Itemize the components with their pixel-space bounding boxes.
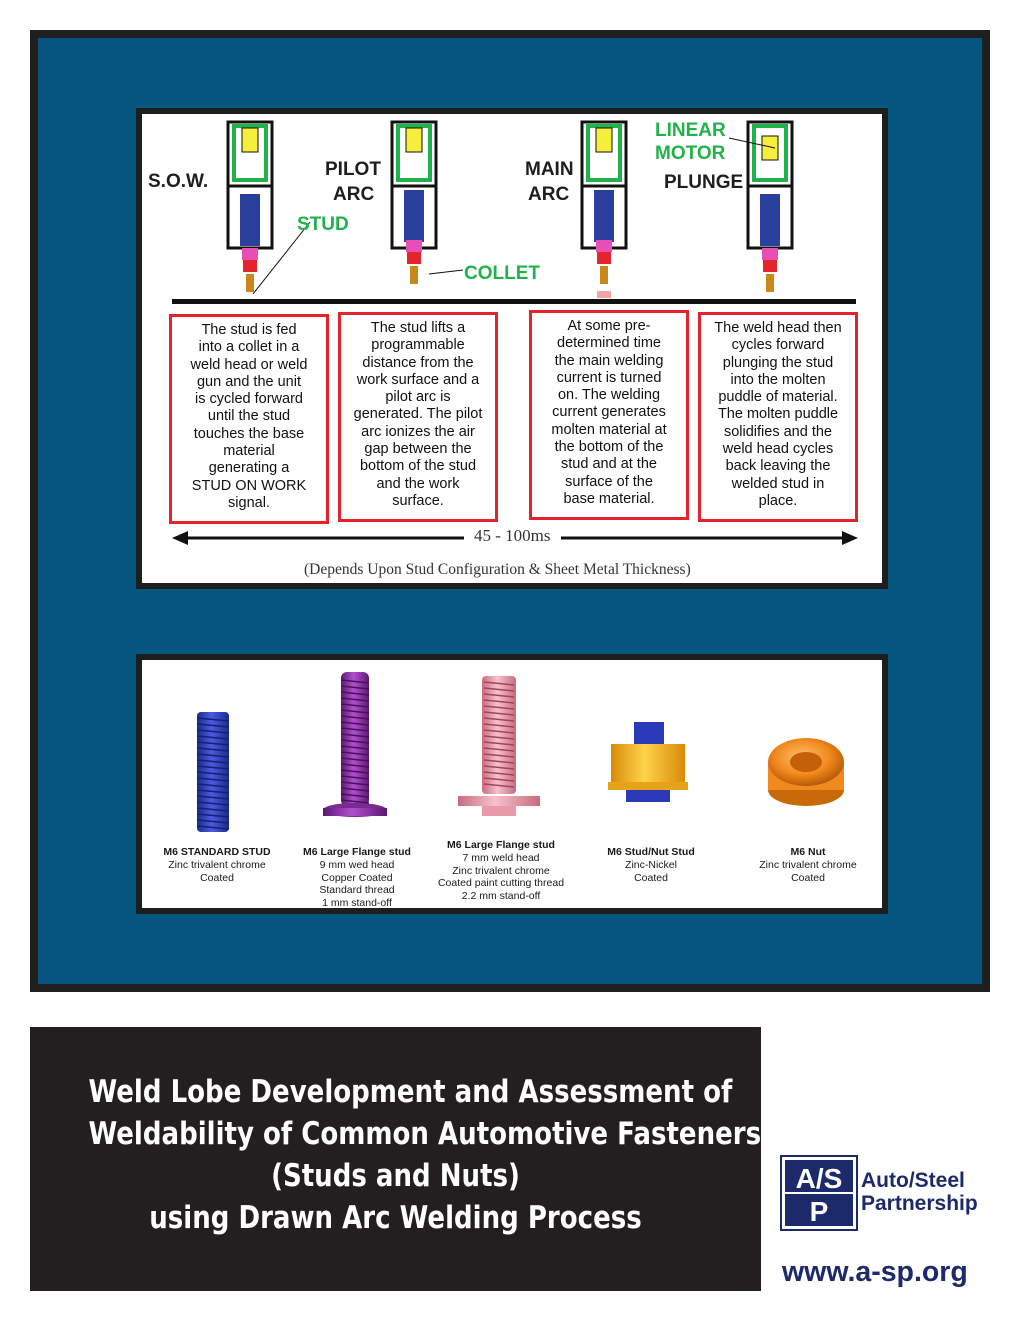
molten-puddle [597, 291, 611, 298]
part-label-linear: LINEAR [655, 120, 726, 141]
step-text: surface. [392, 492, 444, 509]
title-line: using Drawn Arc Welding Process [149, 1200, 642, 1236]
weld-nut-icon [768, 738, 844, 806]
fastener-caption [152, 846, 282, 884]
part-label-motor: MOTOR [655, 143, 726, 164]
step-text: molten material at [551, 421, 667, 438]
title-line: Weldability of Common Automotive Fasteners [88, 1116, 762, 1152]
collet-callout-line [429, 270, 463, 274]
step-box-main-arc [529, 310, 689, 520]
step-text: bottom of the stud [359, 458, 477, 475]
step-text: The stud lifts a [370, 320, 466, 336]
step-text: current is turned [556, 369, 662, 386]
timing-note: (Depends Upon Stud Configuration & Sheet Metal Thickness) [304, 561, 691, 578]
step-text: work surface and a [356, 371, 480, 388]
step-text: is cycled forward [195, 391, 303, 408]
paint-cutting-stud-icon [458, 676, 540, 816]
step-text: welded stud in [731, 475, 825, 492]
step-text: signal. [228, 494, 270, 511]
fastener-caption [426, 839, 576, 903]
stud-icon [600, 266, 608, 284]
motor-armature [596, 128, 612, 152]
fastener-detail: Coated [634, 871, 668, 884]
asp-logo [780, 1155, 858, 1231]
actuator-rod [404, 190, 424, 242]
fastener-caption [292, 846, 422, 910]
fastener-detail: 9 mm wed head [319, 858, 395, 871]
step-text: back leaving the [725, 458, 831, 475]
collet-holder [242, 248, 258, 260]
fastener-detail: Zinc trivalent chrome [168, 858, 266, 871]
fastener-caption [743, 846, 873, 884]
part-label-collet: COLLET [464, 263, 540, 284]
step-text: the bottom of the [554, 439, 664, 456]
fastener-name: M6 STANDARD STUD [163, 846, 271, 858]
step-text: cycles forward [731, 337, 825, 354]
step-text: the main welding [554, 352, 664, 369]
collet-icon [763, 260, 777, 272]
stage-label-main-arc: ARC [528, 184, 570, 205]
motor-armature [242, 128, 258, 152]
step-box-pilot-arc [338, 312, 498, 522]
step-box-stud-on-work [169, 314, 329, 524]
step-text: into a collet in a [198, 339, 300, 356]
step-text: generating a [208, 460, 290, 477]
collet-icon [597, 252, 611, 264]
step-text: arc ionizes the air [361, 423, 475, 440]
collet-icon [243, 260, 257, 272]
svg-text:P: P [809, 1196, 829, 1227]
step-text: At some pre- [567, 318, 651, 334]
fastener-detail: Coated [791, 871, 825, 884]
step-text: gun and the unit [196, 373, 301, 390]
report-title [88, 1071, 762, 1239]
collet-holder [596, 240, 612, 252]
fastener-caption [586, 846, 716, 884]
collet-holder [406, 240, 422, 252]
work-surface [172, 299, 856, 304]
stud-icon [246, 274, 254, 292]
step-text: place. [758, 492, 798, 509]
stage-label-pilot: PILOT [325, 159, 381, 180]
step-text: puddle of material. [718, 389, 838, 406]
fastener-name: M6 Large Flange stud [447, 839, 555, 851]
title-line: (Studs and Nuts) [271, 1158, 520, 1194]
step-box-plunge [698, 312, 858, 522]
stage-label-pilot-arc: ARC [333, 184, 375, 205]
step-text: into the molten [730, 371, 826, 388]
step-text: weld head cycles [722, 441, 834, 458]
partner-name-line: Partnership [861, 1192, 978, 1215]
step-text: The stud is fed [201, 322, 297, 338]
fastener-detail: Coated paint cutting thread [437, 877, 565, 890]
fastener-detail: 1 mm stand-off [322, 897, 392, 910]
step-text: until the stud [207, 408, 291, 425]
fastener-name: M6 Large Flange stud [303, 846, 411, 858]
stud-icon [410, 266, 418, 284]
fastener-detail: Coated [200, 871, 234, 884]
partner-name [861, 1169, 978, 1215]
step-text: weld head or weld [190, 356, 308, 373]
stage-label-main: MAIN [525, 159, 574, 180]
step-text: surface of the [565, 473, 653, 490]
collet-holder [762, 248, 778, 260]
part-label-stud: STUD [297, 214, 349, 235]
step-text: stud and at the [561, 456, 657, 473]
fastener-detail: Zinc trivalent chrome [759, 858, 857, 871]
collet-icon [407, 252, 421, 264]
step-text: material [223, 443, 275, 460]
fastener-detail: Standard thread [319, 884, 395, 897]
partner-name-line: Auto/Steel [861, 1169, 965, 1192]
fastener-detail: Zinc trivalent chrome [452, 864, 550, 877]
step-text: pilot arc is [385, 389, 451, 406]
process-diagram [136, 108, 888, 589]
step-text: and the work [376, 475, 460, 492]
actuator-rod [240, 194, 260, 246]
fastener-detail: 2.2 mm stand-off [461, 890, 541, 903]
step-text: The weld head then [714, 320, 842, 336]
step-text: gap between the [364, 441, 472, 458]
fastener-detail: Zinc-Nickel [625, 858, 677, 871]
motor-armature [406, 128, 422, 152]
step-text: plunging the stud [722, 354, 834, 371]
fastener-detail: Copper Coated [321, 871, 393, 884]
step-text: distance from the [362, 354, 474, 371]
stage-label-sow: S.O.W. [148, 171, 209, 192]
fastener-name: M6 Nut [790, 846, 826, 858]
report-title-box [30, 1027, 761, 1291]
step-text: STUD ON WORK [191, 477, 307, 494]
website-link[interactable]: www.a-sp.org [782, 1256, 968, 1288]
title-line: Weld Lobe Development and Assessment of [88, 1074, 733, 1110]
step-text: touches the base [193, 425, 305, 442]
step-text: current generates [552, 404, 666, 421]
stud-nut-icon [608, 722, 688, 802]
step-text: generated. The pilot [353, 406, 483, 423]
actuator-rod [594, 190, 614, 242]
step-text: The molten puddle [717, 406, 839, 423]
stage-label-plunge: PLUNGE [664, 172, 744, 193]
step-text: base material. [563, 490, 655, 507]
svg-text:A/S: A/S [795, 1163, 843, 1194]
actuator-rod [760, 194, 780, 246]
fastener-detail: 7 mm weld head [462, 851, 540, 864]
step-text: on. The welding [557, 387, 661, 404]
cover-panel [30, 30, 990, 992]
step-text: determined time [557, 335, 661, 352]
timing-label: 45 - 100ms [464, 526, 561, 546]
step-text: programmable [371, 337, 465, 354]
motor-armature [762, 136, 778, 160]
fastener-gallery [136, 654, 888, 914]
step-text: solidifies and the [723, 423, 832, 440]
fastener-name: M6 Stud/Nut Stud [607, 846, 695, 858]
stud-icon [766, 274, 774, 292]
